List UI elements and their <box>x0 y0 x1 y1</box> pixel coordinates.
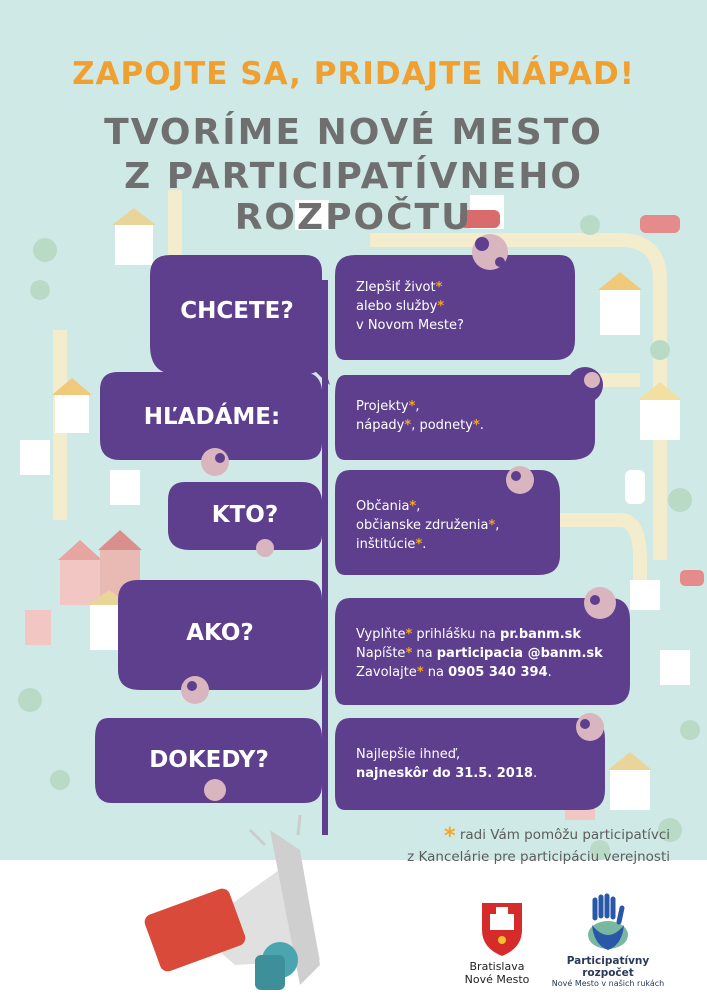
answer-text: , <box>495 518 500 533</box>
logo-text: Participatívny <box>566 955 650 967</box>
asterisk: * <box>416 665 424 680</box>
title-line-1: TVORÍME NOVÉ MESTO <box>104 112 603 153</box>
website-link: pr.banm.sk <box>500 627 582 642</box>
answer-text: inštitúcie <box>356 537 416 552</box>
answer-text: , <box>415 399 420 414</box>
answer-line <box>356 316 566 335</box>
answer-text: občianske združenia <box>356 518 489 533</box>
answer-text: alebo služby <box>356 299 438 314</box>
answer-text: Vyplňte <box>356 627 406 642</box>
note-text: radi Vám pomôžu participatívci <box>455 827 670 843</box>
asterisk: * <box>415 537 423 552</box>
answer-text: . <box>479 418 484 433</box>
question-chcete: CHCETE? <box>180 298 294 324</box>
answer-text: . <box>547 665 552 680</box>
answer-line <box>356 416 586 435</box>
asterisk: * <box>472 418 480 433</box>
asterisk: * <box>488 518 496 533</box>
asterisk: * <box>444 824 456 849</box>
answer-text: , <box>416 499 421 514</box>
asterisk: * <box>405 627 413 642</box>
answer-line <box>356 516 556 535</box>
asterisk: * <box>409 499 417 514</box>
answer-line <box>356 663 631 682</box>
answer-text: na <box>423 665 449 680</box>
answer-text: Projekty <box>356 399 409 414</box>
answer-line <box>356 745 596 764</box>
left-bubbles <box>95 255 330 803</box>
answer-text: Zavolajte <box>356 665 417 680</box>
answer-text: , podnety <box>411 418 473 433</box>
logo-text: Bratislava <box>469 960 525 973</box>
answer-text: prihlášku na <box>412 627 501 642</box>
answer-text: . <box>532 766 538 781</box>
logo-text: rozpočet <box>582 967 634 979</box>
answer-text: Najlepšie ihneď, <box>356 747 461 762</box>
asterisk: * <box>408 399 416 414</box>
answer-text: Občania <box>356 499 410 514</box>
answer-hladame <box>356 397 586 435</box>
answer-line <box>356 625 631 644</box>
title-line-2: Z PARTICIPATÍVNEHO ROZPOČTU <box>124 156 583 238</box>
asterisk: * <box>404 418 412 433</box>
answer-text: v Novom Meste? <box>356 318 464 333</box>
helper-note <box>330 825 670 868</box>
note-line <box>330 825 670 847</box>
asterisk: * <box>435 280 443 295</box>
bratislava-logo <box>452 960 542 986</box>
answer-line: inštitúcie*. <box>356 537 427 552</box>
answer-text: Napíšte <box>356 646 406 661</box>
question-ako: AKO? <box>186 620 254 646</box>
answer-text: nápady <box>356 418 405 433</box>
answer-line <box>356 278 566 297</box>
question-hladame: HĽADÁME: <box>143 404 281 430</box>
note-line: z Kancelárie pre participáciu verejnosti <box>407 849 670 865</box>
email-link: participacia @banm.sk <box>436 646 603 661</box>
answer-ako <box>356 625 631 682</box>
participativny-rozpocet-logo <box>548 955 668 989</box>
deadline: najneskôr do 31.5. 2018 <box>356 766 533 781</box>
question-kto: KTO? <box>211 502 279 528</box>
answer-line <box>356 497 556 516</box>
answer-text: Zlepšiť život <box>356 280 436 295</box>
answer-kto <box>356 497 556 554</box>
question-dokedy: DOKEDY? <box>149 747 269 773</box>
answer-chcete <box>356 278 566 335</box>
answer-line <box>356 397 586 416</box>
tagline: ZAPOJTE SA, PRIDAJTE NÁPAD! <box>72 56 635 92</box>
phone-number: 0905 340 394 <box>448 665 548 680</box>
logo-text: Nové Mesto <box>464 973 530 986</box>
answer-text: na <box>412 646 437 661</box>
answer-line <box>356 644 631 663</box>
answer-line <box>356 297 566 316</box>
logo-text: Nové Mesto v našich rukách <box>551 979 665 988</box>
asterisk: * <box>437 299 445 314</box>
answer-line <box>356 764 596 783</box>
answer-dokedy <box>356 745 596 783</box>
asterisk: * <box>405 646 413 661</box>
